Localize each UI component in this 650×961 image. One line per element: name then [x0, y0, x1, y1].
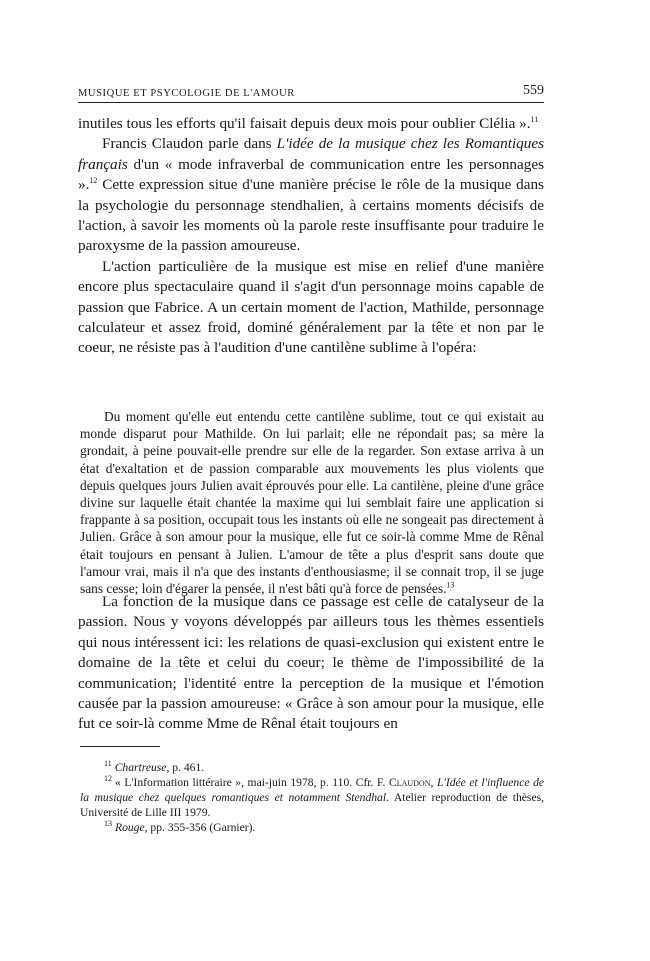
- footnote-italic: Rouge: [115, 821, 145, 834]
- footnote-number: 11: [104, 759, 112, 769]
- footnote-divider: [80, 746, 160, 747]
- footnote-italic: Chartreuse: [114, 761, 167, 774]
- page-number: 559: [523, 83, 544, 98]
- footnote-text: , p. 461.: [166, 761, 205, 774]
- quote-text: Du moment qu'elle eut entendu cette cantilène sublime, tout ce qui existait au monde disparut pour Mathilde. On lui parlait; elle ne répondait pas; sa mère la grondait, à peine pouvait-elle prendre sur elle de la regarder. Son extase arriva à un état d'exaltation et de passion comparable aux mouvements les plus violents que depuis quelques jours Julien avait éprouvés pour elle. La cantilène, pleine d'une grâce divine sur laquelle était chantée la maxime qui lui semblait faire une application si frappante à sa position, occupait tous les instants où elle ne songeait pas directement à Julien. Grâce à son amour pour la musique, elle fut ce soir-là comme Mme de Rênal était toujours en pensant à Julien. L'amour de tête a plus d'esprit sans doute que l'amour vrai, mais il n'a que des instants d'enthousiasme; il se connait trop, il se juge sans cesse; loin d'égarer la pensée, il n'est bâti qu'à force de pensées.: [80, 409, 544, 597]
- running-head: MUSIQUE ET PSYCOLOGIE DE L'AMOUR: [78, 88, 295, 99]
- page-header: [78, 80, 544, 103]
- footnote-ref-12: 12: [89, 176, 98, 186]
- footnote-text: . Atelier reproduction de thèses, Université de Lille III 1979.: [80, 791, 544, 819]
- footnote-italic: L'Idée et l'influence de la musique chez quelques romantiques et notamment Stendhal: [80, 776, 545, 804]
- footnotes: [80, 760, 544, 835]
- block-quote: [80, 408, 544, 597]
- footnote-number: 13: [104, 819, 112, 829]
- footnote-text: « L'Information littéraire », mai-juin 1978, p. 110. Cfr. F.: [115, 776, 389, 789]
- paragraph-2-text-b: d'un « mode infraverbal de communication entre les personnages ».: [78, 155, 544, 194]
- footnote-text: ,: [430, 776, 437, 789]
- paragraph-3: L'action particulière de la musique est mise en relief d'une manière encore plus spectaculaire quand il s'agit d'un personnage moins capable de passion que Fabrice. A un certain moment de l'action, Mathilde, personnage calculateur et assez froid, dominé généralement par la tête et non par le coeur, ne résiste pas à l'audition d'une cantilène sublime à l'opéra:: [78, 257, 544, 357]
- paragraph-2-text-c: Cette expression situe d'une manière précise le rôle de la musique dans la psychologie du personnage stendhalien, à certains moments décisifs de l'action, à savoir les moments où la parole reste insuffisante pour traduire le paroxysme de la passion amoureuse.: [78, 176, 544, 255]
- paragraph-1: [78, 114, 544, 134]
- quote-paragraph: [80, 408, 544, 597]
- footnote-12: [80, 775, 544, 820]
- paragraph-2-text-a: Francis Claudon parle dans: [102, 135, 277, 153]
- paragraph-2: [78, 134, 544, 256]
- paragraph-4: La fonction de la musique dans ce passage est celle de catalyseur de la passion. Nous y voyons développés par ailleurs tous les thèmes essentiels qui nous intéressent ici: les relations de quasi-exclusion qui existent entre le domaine de la tête et celui du coeur; le thème de l'impossibilité de la communication; l'identité entre la perception de la musique et l'émotion causée par la passion amoureuse: « Grâce à son amour pour la musique, elle fut ce soir-là comme Mme de Rênal était toujours en: [78, 593, 544, 733]
- footnote-text: , pp. 355-356 (Garnier).: [144, 821, 256, 834]
- paragraph-1-text: inutiles tous les efforts qu'il faisait depuis deux mois pour oublier Clélia ».: [78, 115, 531, 132]
- book-title: L'idée de la musique chez les Romantiques français: [78, 135, 544, 173]
- footnote-number: 12: [104, 774, 112, 784]
- footnote-author: Claudon: [388, 776, 431, 789]
- main-text: [78, 114, 544, 359]
- footnote-ref-11: 11: [530, 114, 539, 124]
- footnote-ref-13: 13: [446, 580, 455, 590]
- footnote-13: [80, 820, 544, 835]
- footnote-11: [80, 760, 544, 775]
- continuation-text: [78, 592, 544, 735]
